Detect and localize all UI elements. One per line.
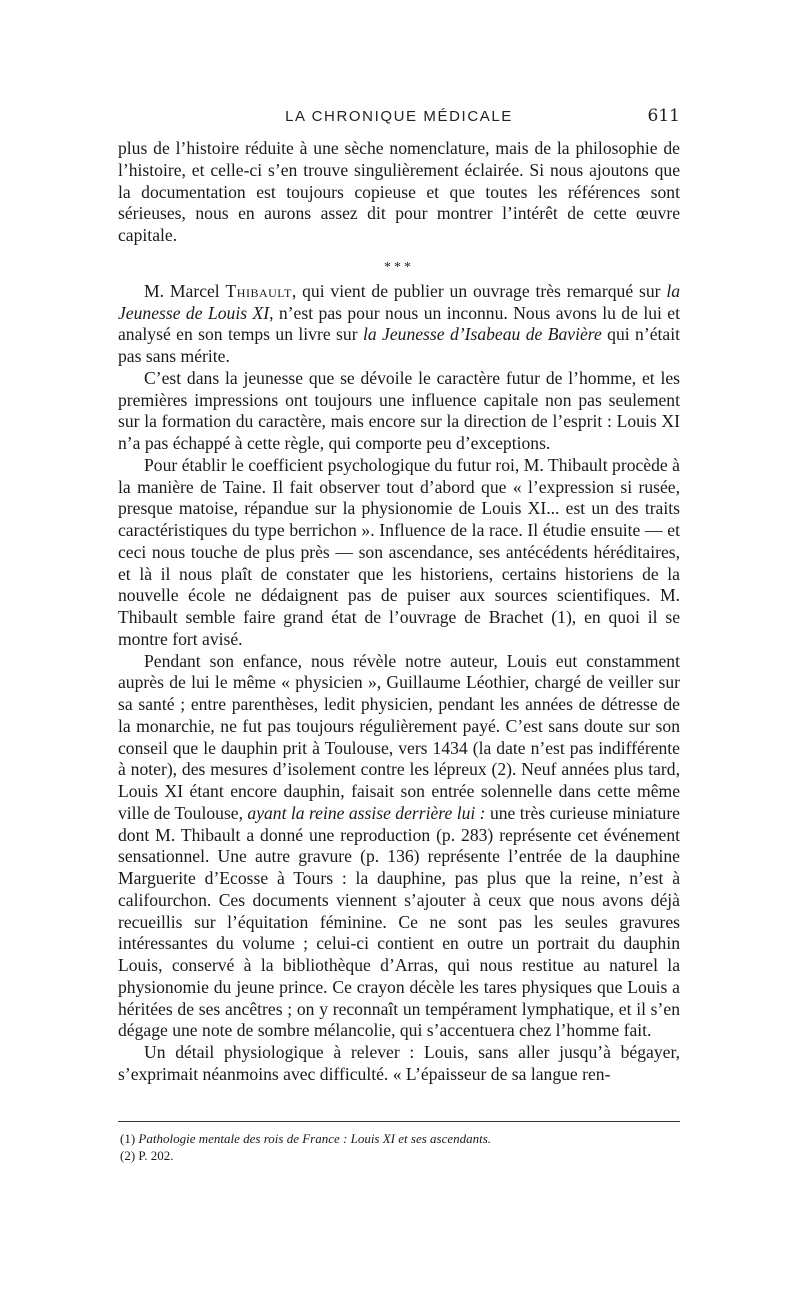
footnote-rule — [118, 1121, 680, 1122]
paragraph-2: M. Marcel Thibault, qui vient de publier un ouvrage très remarqué sur la Jeunesse de Louis XI, n’est pas pour nous un inconnu. Nous avons lu de lui et analysé en son temps un livre sur la Jeunesse d’Isabeau de Bavière qui n’était pas sans mérite. — [118, 280, 681, 366]
page-header — [118, 106, 680, 132]
footnote-1-text: Pathologie mentale des rois de France : Louis XI et ses ascendants. — [138, 1131, 492, 1146]
footnote-1-mark: (1) — [120, 1131, 136, 1146]
paragraph-1: plus de l’histoire réduite à une sèche nomenclature, mais de la philosophie de l’histoire, et celle-ci s’en trouve singulièrement éclairée. Si nous ajoutons que la documentation est toujours copieuse et que toutes les références sont sérieuses, nous en aurons assez dit pour montrer l’intérêt de cette œuvre capitale. — [118, 138, 680, 245]
paragraph-3: C’est dans la jeunesse que se dévoile le caractère futur de l’homme, et les premières impressions ont toujours une influence capitale non pas seulement sur la formation du caractère, mais encore sur la direction de l’esprit : Louis XI n’a pas échappé à cette règle, qui comporte peu d’exceptions. — [118, 367, 680, 453]
asterism-separator — [118, 247, 680, 281]
paragraph-6: Un détail physiologique à relever : Louis, sans aller jusqu’à bégayer, s’exprimait néanmoins avec difficulté. « L’épaisseur de sa langue ren- — [118, 1042, 680, 1084]
footnote-2 — [120, 1147, 680, 1164]
italic-quote: ayant la reine assise derrière lui : — [247, 802, 486, 823]
footnotes — [120, 1130, 680, 1164]
page-number: 611 — [647, 106, 680, 126]
book-title-isabeau: la Jeunesse d’Isabeau de Bavière — [362, 324, 602, 345]
author-name: Thibault — [225, 280, 292, 301]
running-title: LA CHRONIQUE MÉDICALE — [285, 108, 513, 125]
body-text — [118, 138, 680, 1086]
paragraph-5: Pendant son enfance, nous révèle notre auteur, Louis eut constamment auprès de lui le même « physicien », Guillaume Léothier, chargé de veiller sur sa santé ; entre parenthèses, ledit physicien, pendant les années de détresse de la monarchie, ne fut pas toujours régulièrement payé. C’est sans doute sur son conseil que le dauphin prit à Toulouse, vers 1434 (la date n’est pas indifférente à noter), des mesures d’isolement contre les lépreux (2). Neuf années plus tard, Louis XI étant encore dauphin, faisait son entrée solennelle dans cette même ville de Toulouse, ayant la reine assise derrière lui : une très curieuse miniature dont M. Thibault a donné une reproduction (p. 283) représente cet événement sensationnel. Une autre gravure (p. 136) représente l’entrée de la dauphine Marguerite d’Ecosse à Tours : la dauphine, pas plus que la reine, n’est à califourchon. Ces documents viennent s’ajouter à ceux que nous avons déjà recueillis sur l’équitation féminine. Ce ne sont pas les seules gravures intéressantes du volume ; celui-ci contient en outre un portrait du dauphin Louis, conservé à la bibliothèque d’Arras, qui nous restitue au naturel la physionomie du jeune prince. Ce crayon décèle les tares physiques que Louis a héritées de ses ancêtres ; on y reconnaît un tempérament lymphatique, et il s’en dégage une note de sombre mélancolie, qui s’accentuera chez l’homme fait. — [118, 650, 680, 1041]
footnote-2-mark: (2) — [120, 1148, 136, 1163]
asterism-glyph: *** — [384, 259, 414, 275]
footnote-1 — [120, 1130, 680, 1147]
book-title-louis-xi: la Jeunesse de Louis XI — [118, 280, 680, 323]
footnote-2-text: P. 202. — [138, 1148, 174, 1163]
paragraph-4: Pour établir le coefficient psychologique du futur roi, M. Thibault procède à la manière de Taine. Il fait observer tout d’abord que « l’expression si rusée, presque matoise, répandue sur la physionomie de Louis XI... est un des traits caractéristiques du type berrichon ». Influence de la race. Il étudie ensuite — et ceci nous touche de plus près — son ascendance, ses antécédents héréditaires, et là il nous plaît de constater que les historiens, certains historiens de la nouvelle école ne dédaignent pas de puiser aux sources scientifiques. M. Thibault semble faire grand état de l’ouvrage de Brachet (1), en quoi il se montre fort avisé. — [118, 454, 680, 649]
